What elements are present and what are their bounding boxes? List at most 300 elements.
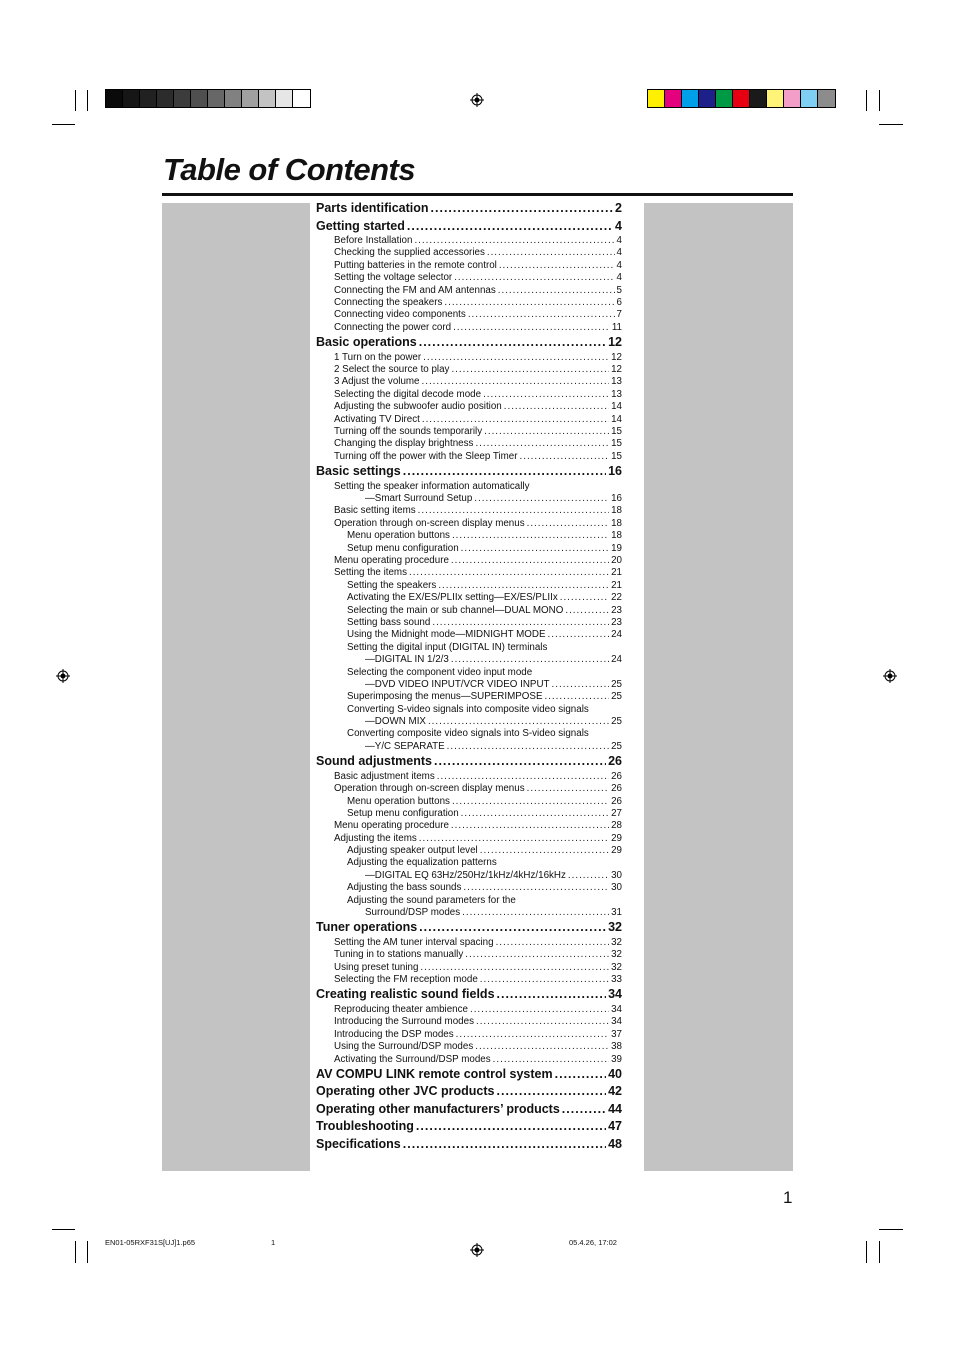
toc-entry-label: Operating other manufacturers’ products bbox=[316, 1101, 560, 1116]
toc-sub-entry bbox=[316, 704, 622, 716]
toc-leader-dots bbox=[483, 389, 609, 401]
toc-sub-entry bbox=[316, 543, 622, 555]
toc-list bbox=[316, 200, 622, 1153]
toc-entry-page: 42 bbox=[608, 1084, 622, 1099]
toc-entry-label: Tuner operations bbox=[316, 920, 418, 935]
toc-leader-dots bbox=[407, 218, 613, 236]
toc-leader-dots bbox=[451, 555, 609, 567]
toc-entry-label: Surround/DSP modes bbox=[365, 907, 461, 919]
toc-entry-label: Basic adjustment items bbox=[334, 770, 435, 782]
toc-leader-dots bbox=[461, 808, 609, 820]
toc-entry-label: Setup menu configuration bbox=[347, 542, 459, 554]
color-swatch bbox=[293, 90, 310, 107]
toc-entry-label: Specifications bbox=[316, 1136, 401, 1151]
toc-leader-dots bbox=[480, 845, 609, 857]
toc-entry-page: 32 bbox=[611, 949, 622, 961]
toc-leader-dots bbox=[565, 605, 609, 617]
crop-mark bbox=[87, 90, 88, 111]
toc-leader-dots bbox=[419, 833, 609, 845]
toc-leader-dots bbox=[555, 1066, 606, 1084]
crop-mark bbox=[879, 124, 903, 125]
crop-mark bbox=[879, 1229, 903, 1230]
toc-leader-dots bbox=[414, 235, 614, 247]
toc-sub-entry bbox=[316, 820, 622, 832]
toc-entry-page: 29 bbox=[611, 832, 622, 844]
crop-mark bbox=[879, 1241, 880, 1263]
color-swatch bbox=[208, 90, 225, 107]
toc-entry-label: Connecting the FM and AM antennas bbox=[334, 284, 496, 296]
toc-entry-label: Menu operation buttons bbox=[347, 530, 450, 542]
toc-leader-dots bbox=[437, 771, 609, 783]
toc-entry-label: Connecting the speakers bbox=[334, 296, 443, 308]
toc-entry-page: 25 bbox=[611, 678, 622, 690]
toc-section-entry bbox=[316, 753, 622, 771]
toc-entry-page: 7 bbox=[616, 309, 622, 321]
toc-entry-label: Setup menu configuration bbox=[347, 807, 459, 819]
crop-mark bbox=[75, 1241, 76, 1263]
page-title: Table of Contents bbox=[163, 152, 416, 187]
toc-leader-dots bbox=[419, 919, 606, 937]
toc-sub-entry bbox=[316, 518, 622, 530]
toc-entry-page: 28 bbox=[611, 820, 622, 832]
toc-entry-label: Using the Midnight mode—MIDNIGHT MODE bbox=[347, 629, 546, 641]
toc-sub-entry bbox=[316, 949, 622, 961]
toc-leader-dots bbox=[465, 949, 609, 961]
toc-entry-page: 4 bbox=[616, 272, 622, 284]
toc-sub-entry bbox=[316, 309, 622, 321]
toc-entry-label: Basic operations bbox=[316, 335, 417, 350]
toc-sub-entry bbox=[316, 481, 622, 493]
toc-entry-page: 18 bbox=[611, 530, 622, 542]
toc-entry-page: 16 bbox=[611, 493, 622, 505]
toc-entry-page: 33 bbox=[611, 974, 622, 986]
color-swatch bbox=[259, 90, 276, 107]
toc-leader-dots bbox=[480, 974, 609, 986]
toc-entry-label: —Smart Surround Setup bbox=[365, 493, 473, 505]
toc-entry-page: 24 bbox=[611, 629, 622, 641]
toc-leader-dots bbox=[452, 530, 609, 542]
toc-entry-page: 48 bbox=[608, 1136, 622, 1151]
toc-entry-label: Setting the AM tuner interval spacing bbox=[334, 936, 494, 948]
toc-entry-label: Setting the digital input (DIGITAL IN) terminals bbox=[347, 641, 548, 653]
crop-mark bbox=[879, 90, 880, 111]
toc-entry-page: 30 bbox=[611, 882, 622, 894]
toc-entry-label: Using the Surround/DSP modes bbox=[334, 1041, 474, 1053]
toc-entry-label: Connecting the power cord bbox=[334, 321, 452, 333]
toc-section-entry bbox=[316, 986, 622, 1004]
toc-leader-dots bbox=[497, 1083, 607, 1101]
toc-entry-page: 31 bbox=[611, 907, 622, 919]
toc-entry-page: 5 bbox=[616, 284, 622, 296]
toc-sub-entry bbox=[316, 389, 622, 401]
toc-entry-page: 39 bbox=[611, 1053, 622, 1065]
toc-entry-page: 40 bbox=[608, 1066, 622, 1081]
toc-entry-page: 15 bbox=[611, 450, 622, 462]
toc-leader-dots bbox=[499, 260, 615, 272]
toc-leader-dots bbox=[422, 414, 609, 426]
toc-entry-page: 14 bbox=[611, 413, 622, 425]
toc-leader-dots bbox=[423, 352, 609, 364]
toc-leader-dots bbox=[419, 334, 606, 352]
toc-sub-entry bbox=[316, 895, 622, 907]
toc-entry-label: Setting the speakers bbox=[347, 579, 437, 591]
toc-sub-entry bbox=[316, 783, 622, 795]
color-swatch bbox=[276, 90, 293, 107]
toc-sub-entry bbox=[316, 771, 622, 783]
toc-entry-page: 38 bbox=[611, 1041, 622, 1053]
toc-leader-dots bbox=[475, 1041, 609, 1053]
crop-mark bbox=[87, 1241, 88, 1263]
toc-entry-label: Setting the voltage selector bbox=[334, 272, 453, 284]
toc-leader-dots bbox=[562, 1101, 606, 1119]
toc-entry-label: AV COMPU LINK remote control system bbox=[316, 1066, 553, 1081]
toc-sub-entry bbox=[316, 857, 622, 869]
toc-leader-dots bbox=[416, 1118, 606, 1136]
toc-sub-entry bbox=[316, 451, 622, 463]
toc-leader-dots bbox=[438, 580, 609, 592]
toc-entry-page: 32 bbox=[611, 961, 622, 973]
toc-sub-entry bbox=[316, 401, 622, 413]
toc-entry-label: Adjusting the subwoofer audio position bbox=[334, 401, 502, 413]
toc-sub-entry bbox=[316, 1016, 622, 1028]
toc-leader-dots bbox=[454, 272, 614, 284]
toc-sub-entry bbox=[316, 654, 622, 666]
toc-entry-label: Adjusting the equalization patterns bbox=[347, 857, 497, 869]
toc-entry-page: 47 bbox=[608, 1119, 622, 1134]
toc-sub-entry bbox=[316, 741, 622, 753]
toc-section-entry bbox=[316, 218, 622, 236]
toc-sub-entry bbox=[316, 679, 622, 691]
toc-section-entry bbox=[316, 1101, 622, 1119]
toc-entry-label: Adjusting the bass sounds bbox=[347, 882, 462, 894]
toc-leader-dots bbox=[552, 679, 610, 691]
toc-entry-label: Sound adjustments bbox=[316, 754, 432, 769]
color-swatch bbox=[648, 90, 665, 107]
toc-entry-label: Connecting video components bbox=[334, 309, 466, 321]
color-swatch bbox=[750, 90, 767, 107]
toc-entry-page: 4 bbox=[616, 247, 622, 259]
toc-leader-dots bbox=[428, 716, 609, 728]
toc-sub-entry bbox=[316, 247, 622, 259]
toc-sub-entry bbox=[316, 667, 622, 679]
toc-entry-page: 15 bbox=[611, 438, 622, 450]
color-swatch bbox=[191, 90, 208, 107]
toc-sub-entry bbox=[316, 808, 622, 820]
grayscale-color-bar bbox=[105, 89, 311, 108]
color-swatch bbox=[784, 90, 801, 107]
toc-entry-page: 37 bbox=[611, 1028, 622, 1040]
toc-sub-entry bbox=[316, 322, 622, 334]
toc-entry-page: 2 bbox=[615, 201, 622, 215]
toc-entry-page: 20 bbox=[611, 554, 622, 566]
toc-entry-page: 4 bbox=[616, 259, 622, 271]
toc-sub-entry bbox=[316, 974, 622, 986]
toc-entry-label: Setting the items bbox=[334, 567, 407, 579]
toc-sub-entry bbox=[316, 907, 622, 919]
toc-leader-dots bbox=[474, 493, 609, 505]
color-swatch bbox=[123, 90, 140, 107]
toc-entry-page: 23 bbox=[611, 604, 622, 616]
toc-entry-label: Operating other JVC products bbox=[316, 1084, 495, 1099]
toc-entry-label: Getting started bbox=[316, 218, 405, 233]
toc-entry-label: Selecting the digital decode mode bbox=[334, 388, 482, 400]
color-swatch bbox=[767, 90, 784, 107]
footer-page: 1 bbox=[271, 1238, 276, 1247]
toc-entry-page: 25 bbox=[611, 691, 622, 703]
toc-entry-page: 13 bbox=[611, 388, 622, 400]
toc-sub-entry bbox=[316, 870, 622, 882]
color-swatch bbox=[225, 90, 242, 107]
color-swatch bbox=[801, 90, 818, 107]
toc-entry-page: 32 bbox=[611, 936, 622, 948]
toc-entry-label: Basic settings bbox=[316, 464, 401, 479]
toc-entry-label: Superimposing the menus—SUPERIMPOSE bbox=[347, 691, 543, 703]
registration-mark-icon bbox=[56, 669, 70, 683]
footer-timestamp: 05.4.26, 17:02 bbox=[569, 1238, 617, 1247]
toc-entry-label: Operation through on-screen display menus bbox=[334, 517, 525, 529]
toc-entry-page: 21 bbox=[611, 567, 622, 579]
toc-entry-label: Menu operating procedure bbox=[334, 820, 449, 832]
toc-entry-label: —DIGITAL EQ 63Hz/250Hz/1kHz/4kHz/16kHz bbox=[365, 869, 566, 881]
toc-sub-entry bbox=[316, 796, 622, 808]
toc-entry-label: Parts identification bbox=[316, 201, 429, 215]
toc-entry-page: 12 bbox=[611, 364, 622, 376]
toc-entry-label: —DOWN MIX bbox=[365, 716, 426, 728]
toc-sub-entry bbox=[316, 352, 622, 364]
toc-entry-label: Operation through on-screen display menus bbox=[334, 783, 525, 795]
title-rule bbox=[162, 193, 793, 196]
toc-sub-entry bbox=[316, 592, 622, 604]
toc-leader-dots bbox=[463, 882, 609, 894]
toc-sub-entry bbox=[316, 530, 622, 542]
toc-entry-label: Reproducing theater ambience bbox=[334, 1003, 468, 1015]
toc-entry-page: 6 bbox=[616, 296, 622, 308]
toc-entry-page: 12 bbox=[608, 335, 622, 350]
toc-leader-dots bbox=[498, 285, 615, 297]
toc-leader-dots bbox=[422, 376, 610, 388]
toc-entry-page: 30 bbox=[611, 869, 622, 881]
toc-sub-entry bbox=[316, 505, 622, 517]
toc-leader-dots bbox=[544, 691, 609, 703]
toc-entry-page: 11 bbox=[611, 321, 622, 333]
toc-entry-label: Adjusting the sound parameters for the bbox=[347, 894, 516, 906]
toc-leader-dots bbox=[451, 654, 609, 666]
toc-entry-label: Changing the display brightness bbox=[334, 438, 474, 450]
color-swatch bbox=[818, 90, 835, 107]
toc-section-entry bbox=[316, 919, 622, 937]
toc-sub-entry bbox=[316, 297, 622, 309]
toc-sub-entry bbox=[316, 605, 622, 617]
toc-entry-label: Converting S-video signals into composite video signals bbox=[347, 703, 589, 715]
toc-leader-dots bbox=[476, 1016, 609, 1028]
toc-sub-entry bbox=[316, 1054, 622, 1066]
toc-leader-dots bbox=[462, 907, 609, 919]
color-swatch bbox=[682, 90, 699, 107]
toc-entry-label: Checking the supplied accessories bbox=[334, 247, 485, 259]
left-gray-panel bbox=[162, 203, 310, 1171]
toc-entry-page: 34 bbox=[611, 1003, 622, 1015]
toc-entry-label: Adjusting the items bbox=[334, 832, 417, 844]
toc-leader-dots bbox=[456, 1029, 609, 1041]
toc-entry-page: 19 bbox=[611, 542, 622, 554]
toc-entry-page: 22 bbox=[611, 592, 622, 604]
toc-entry-page: 27 bbox=[611, 807, 622, 819]
toc-entry-page: 32 bbox=[608, 920, 622, 935]
toc-sub-entry bbox=[316, 272, 622, 284]
toc-sub-entry bbox=[316, 845, 622, 857]
toc-leader-dots bbox=[560, 592, 609, 604]
toc-entry-label: Adjusting speaker output level bbox=[347, 845, 478, 857]
toc-leader-dots bbox=[431, 200, 614, 218]
toc-leader-dots bbox=[504, 401, 609, 413]
toc-leader-dots bbox=[451, 820, 609, 832]
toc-entry-page: 4 bbox=[615, 218, 622, 233]
toc-entry-label: Introducing the Surround modes bbox=[334, 1016, 474, 1028]
color-swatch bbox=[699, 90, 716, 107]
toc-sub-entry bbox=[316, 364, 622, 376]
toc-sub-entry bbox=[316, 937, 622, 949]
toc-leader-dots bbox=[527, 518, 609, 530]
toc-sub-entry bbox=[316, 642, 622, 654]
toc-sub-entry bbox=[316, 580, 622, 592]
toc-entry-page: 4 bbox=[616, 235, 622, 246]
cmyk-color-bar bbox=[647, 89, 836, 108]
toc-sub-entry bbox=[316, 426, 622, 438]
toc-entry-page: 26 bbox=[611, 770, 622, 782]
crop-mark bbox=[75, 90, 76, 111]
toc-entry-label: Selecting the component video input mode bbox=[347, 666, 533, 678]
toc-leader-dots bbox=[403, 1136, 606, 1154]
toc-entry-page: 34 bbox=[611, 1016, 622, 1028]
toc-leader-dots bbox=[468, 309, 615, 321]
toc-entry-label: Converting composite video signals into S-video signals bbox=[347, 728, 589, 740]
toc-leader-dots bbox=[475, 438, 609, 450]
crop-mark bbox=[866, 1241, 867, 1263]
toc-leader-dots bbox=[487, 247, 615, 259]
color-swatch bbox=[106, 90, 123, 107]
toc-sub-entry bbox=[316, 438, 622, 450]
toc-entry-label: Setting bass sound bbox=[347, 616, 431, 628]
toc-leader-dots bbox=[409, 567, 609, 579]
toc-entry-label: Introducing the DSP modes bbox=[334, 1028, 454, 1040]
toc-entry-page: 25 bbox=[611, 740, 622, 752]
toc-entry-label: Using preset tuning bbox=[334, 961, 419, 973]
toc-leader-dots bbox=[432, 617, 609, 629]
toc-leader-dots bbox=[484, 426, 609, 438]
toc-leader-dots bbox=[520, 451, 610, 463]
toc-entry-label: Putting batteries in the remote control bbox=[334, 259, 497, 271]
toc-leader-dots bbox=[493, 1054, 609, 1066]
toc-entry-label: Activating the EX/ES/PLIIx setting—EX/ES/PLIIx bbox=[347, 592, 558, 604]
toc-entry-label: Activating the Surround/DSP modes bbox=[334, 1053, 491, 1065]
toc-sub-entry bbox=[316, 716, 622, 728]
toc-entry-page: 23 bbox=[611, 616, 622, 628]
color-swatch bbox=[242, 90, 259, 107]
crop-mark bbox=[52, 1229, 75, 1230]
toc-section-entry bbox=[316, 1083, 622, 1101]
toc-leader-dots bbox=[452, 796, 609, 808]
toc-sub-entry bbox=[316, 728, 622, 740]
toc-section-entry bbox=[316, 1136, 622, 1154]
toc-leader-dots bbox=[496, 937, 610, 949]
toc-entry-page: 26 bbox=[611, 795, 622, 807]
toc-sub-entry bbox=[316, 493, 622, 505]
toc-sub-entry bbox=[316, 1041, 622, 1053]
right-gray-panel bbox=[644, 203, 793, 1171]
toc-entry-label: Menu operation buttons bbox=[347, 795, 450, 807]
toc-entry-page: 14 bbox=[611, 401, 622, 413]
toc-entry-page: 29 bbox=[611, 845, 622, 857]
toc-sub-entry bbox=[316, 882, 622, 894]
toc-entry-page: 12 bbox=[611, 351, 622, 363]
toc-section-entry bbox=[316, 1066, 622, 1084]
toc-entry-label: Troubleshooting bbox=[316, 1119, 414, 1134]
toc-sub-entry bbox=[316, 629, 622, 641]
toc-sub-entry bbox=[316, 260, 622, 272]
toc-leader-dots bbox=[527, 783, 609, 795]
toc-leader-dots bbox=[451, 364, 609, 376]
toc-entry-label: Selecting the FM reception mode bbox=[334, 974, 478, 986]
toc-entry-label: Before Installation bbox=[334, 235, 413, 246]
toc-sub-entry bbox=[316, 691, 622, 703]
toc-sub-entry bbox=[316, 567, 622, 579]
toc-leader-dots bbox=[568, 870, 609, 882]
toc-entry-label: Creating realistic sound fields bbox=[316, 987, 495, 1002]
toc-sub-entry bbox=[316, 833, 622, 845]
toc-entry-page: 18 bbox=[611, 505, 622, 517]
crop-mark bbox=[866, 90, 867, 111]
toc-entry-label: Turning off the power with the Sleep Timer bbox=[334, 450, 518, 462]
toc-leader-dots bbox=[447, 741, 609, 753]
registration-mark-icon bbox=[470, 1243, 484, 1257]
toc-entry-page: 25 bbox=[611, 716, 622, 728]
toc-entry-page: 34 bbox=[608, 987, 622, 1002]
color-swatch bbox=[157, 90, 174, 107]
color-swatch bbox=[174, 90, 191, 107]
toc-entry-page: 26 bbox=[608, 754, 622, 769]
toc-entry-label: Activating TV Direct bbox=[334, 413, 420, 425]
toc-entry-label: 2 Select the source to play bbox=[334, 364, 450, 376]
toc-entry-label: Basic setting items bbox=[334, 505, 416, 517]
toc-entry-page: 24 bbox=[611, 654, 622, 666]
toc-sub-entry bbox=[316, 1029, 622, 1041]
toc-leader-dots bbox=[434, 753, 606, 771]
toc-sub-entry bbox=[316, 285, 622, 297]
toc-entry-page: 16 bbox=[608, 464, 622, 479]
toc-entry-page: 13 bbox=[611, 376, 622, 388]
color-swatch bbox=[665, 90, 682, 107]
toc-sub-entry bbox=[316, 617, 622, 629]
crop-mark bbox=[52, 124, 75, 125]
toc-section-entry bbox=[316, 1118, 622, 1136]
toc-entry-label: 1 Turn on the power bbox=[334, 351, 422, 363]
toc-sub-entry bbox=[316, 376, 622, 388]
toc-entry-label: Setting the speaker information automatically bbox=[334, 480, 530, 492]
toc-leader-dots bbox=[444, 297, 614, 309]
toc-entry-label: —DIGITAL IN 1/2/3 bbox=[365, 654, 449, 666]
toc-section-entry bbox=[316, 200, 622, 218]
toc-leader-dots bbox=[420, 962, 609, 974]
registration-mark-icon bbox=[883, 669, 897, 683]
toc-entry-label: —Y/C SEPARATE bbox=[365, 740, 445, 752]
toc-leader-dots bbox=[453, 322, 610, 334]
toc-sub-entry bbox=[316, 555, 622, 567]
toc-entry-label: Turning off the sounds temporarily bbox=[334, 425, 483, 437]
toc-sub-entry bbox=[316, 1004, 622, 1016]
page-number: 1 bbox=[783, 1188, 793, 1207]
toc-sub-entry bbox=[316, 235, 622, 247]
toc-sub-entry bbox=[316, 962, 622, 974]
